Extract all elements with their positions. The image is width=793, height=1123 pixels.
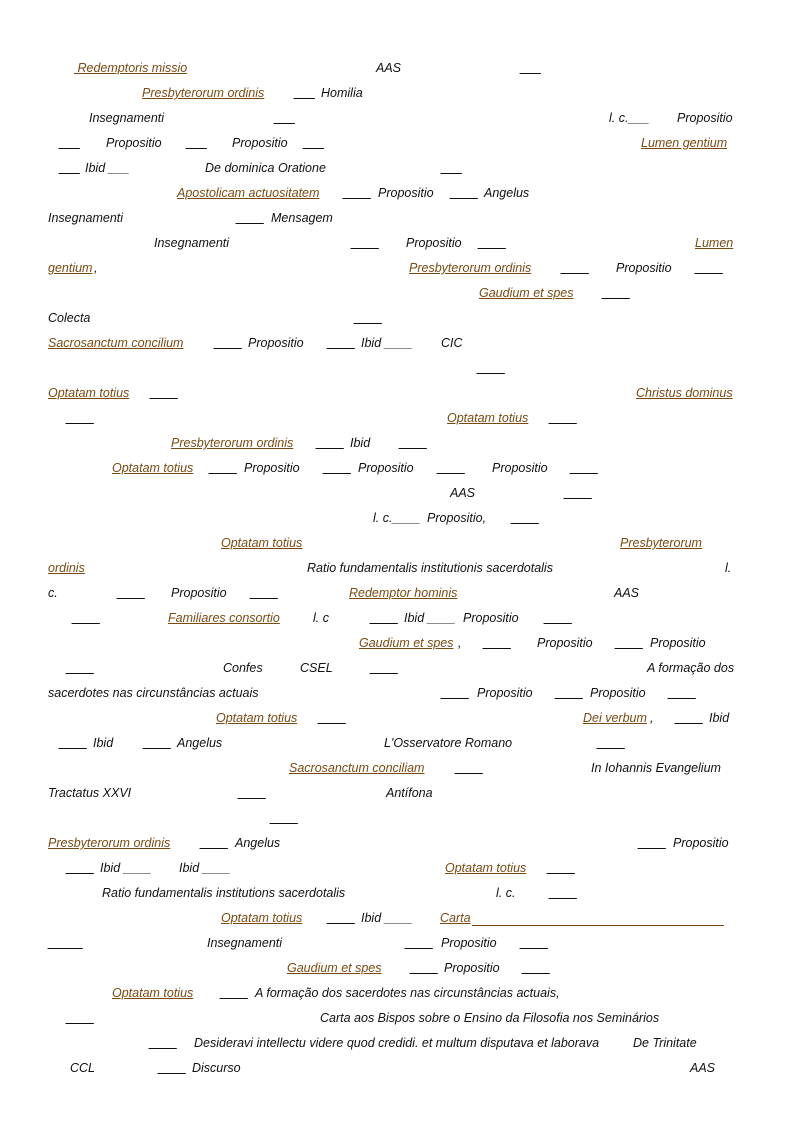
citation-link[interactable]: Gaudium et spes (287, 961, 382, 975)
blank-line: ____ (66, 861, 94, 875)
footnote-text: Propositio (650, 636, 706, 650)
footnote-text: , (650, 711, 654, 725)
blank-line: ____ (370, 611, 398, 625)
footnote-text: Propositio (378, 186, 434, 200)
footnote-text: In Iohannis Evangelium (591, 761, 721, 775)
blank-line: ____ (214, 336, 242, 350)
blank-line: ___ (186, 136, 207, 150)
footnote-text: Propositio (677, 111, 733, 125)
blank-line: ____ (437, 461, 465, 475)
citation-link[interactable]: Presbyterorum ordinis (409, 261, 532, 275)
footnote-text: Ibid ____ (361, 336, 413, 350)
footnote-text: Propositio, (427, 511, 487, 525)
citation-link[interactable]: Familiares consortio (168, 611, 280, 625)
citation-link[interactable]: Lumen (695, 236, 734, 250)
blank-line: ____ (549, 411, 577, 425)
footnote-text: Propositio (477, 686, 533, 700)
blank-line: ____ (354, 311, 382, 325)
citation-link[interactable]: Optatam totius (112, 461, 194, 475)
footnote-text: sacerdotes nas circunstâncias actuais (48, 686, 259, 700)
blank-line: ____ (66, 1011, 94, 1025)
footnote-text: AAS (690, 1061, 716, 1075)
blank-line: ____ (59, 736, 87, 750)
blank-line: ___ (59, 136, 80, 150)
blank-line: ____ (399, 436, 427, 450)
footnote-text: l. c.____ (373, 511, 421, 525)
long-underline-rule (472, 925, 724, 926)
footnote-text: Propositio (444, 961, 500, 975)
footnote-text: AAS (450, 486, 476, 500)
blank-line: ____ (511, 511, 539, 525)
footnote-text: Discurso (192, 1061, 241, 1075)
footnote-text: Carta aos Bispos sobre o Ensino da Filosofia nos Seminários (320, 1011, 660, 1025)
blank-line: ____ (520, 936, 548, 950)
footnote-text: Propositio (106, 136, 162, 150)
footnote-text: Ibid ____ (179, 861, 231, 875)
blank-line: ____ (477, 361, 505, 375)
blank-line: ____ (410, 961, 438, 975)
citation-link[interactable]: Christus dominus (636, 386, 733, 400)
footnote-text: Propositio (616, 261, 672, 275)
footnote-text: Ratio fundamentalis institutions sacerdotalis (102, 886, 346, 900)
footnote-text: De dominica Oratione (205, 161, 326, 175)
footnote-text: CCL (70, 1061, 96, 1075)
blank-line: ____ (66, 661, 94, 675)
footnote-text: Insegnamenti (154, 236, 230, 250)
blank-line: ____ (343, 186, 371, 200)
blank-line: ____ (143, 736, 171, 750)
blank-line: ____ (555, 686, 583, 700)
blank-line: ____ (483, 636, 511, 650)
blank-line: ____ (695, 261, 723, 275)
footnote-text: Propositio (232, 136, 288, 150)
blank-line: ____ (318, 711, 346, 725)
footnote-text: Angelus (484, 186, 530, 200)
blank-line: ____ (455, 761, 483, 775)
footnote-text: l. c. (496, 886, 516, 900)
footnote-text: Angelus (235, 836, 281, 850)
citation-link[interactable]: Presbyterorum (620, 536, 702, 550)
blank-line: ___ (59, 161, 80, 175)
footnote-text: l. (725, 561, 732, 575)
footnote-text: , (94, 261, 98, 275)
blank-line: ____ (200, 836, 228, 850)
blank-line: ____ (158, 1061, 186, 1075)
citation-link[interactable]: Redemptor hominis (349, 586, 458, 600)
blank-line: ____ (236, 211, 264, 225)
citation-link[interactable]: ordinis (48, 561, 85, 575)
footnote-text: AAS (614, 586, 640, 600)
blank-line: ____ (149, 1036, 177, 1050)
blank-line: ____ (441, 686, 469, 700)
footnote-text: Tractatus XXVI (48, 786, 132, 800)
footnote-text: De Trinitate (633, 1036, 697, 1050)
blank-line: ____ (638, 836, 666, 850)
citation-link[interactable]: Presbyterorum ordinis (142, 86, 265, 100)
blank-line: ____ (405, 936, 433, 950)
footnote-text: Colecta (48, 311, 91, 325)
footnote-text: AAS (376, 61, 402, 75)
footnote-text: CSEL (300, 661, 333, 675)
citation-link[interactable]: gentium (48, 261, 93, 275)
footnote-text: Insegnamenti (89, 111, 165, 125)
blank-line: ____ (72, 611, 100, 625)
blank-line: _____ (48, 936, 83, 950)
blank-line: ____ (327, 336, 355, 350)
footnote-text: Propositio (463, 611, 519, 625)
citation-link[interactable]: Gaudium et spes (359, 636, 454, 650)
citation-link[interactable]: Optatam totius (221, 536, 303, 550)
footnote-text: Propositio (590, 686, 646, 700)
blank-line: ____ (209, 461, 237, 475)
citation-link[interactable]: Sacrosanctum concilium (48, 336, 184, 350)
blank-line: ____ (615, 636, 643, 650)
blank-line: ____ (564, 486, 592, 500)
blank-line: ____ (450, 186, 478, 200)
blank-line: ____ (316, 436, 344, 450)
citation-link[interactable]: Optatam totius (216, 711, 298, 725)
citation-link[interactable]: Dei verbum (583, 711, 647, 725)
blank-line: ____ (66, 411, 94, 425)
footnote-text: Propositio (171, 586, 227, 600)
blank-line: ____ (238, 786, 266, 800)
blank-line: ____ (117, 586, 145, 600)
blank-line: ____ (351, 236, 379, 250)
footnote-text: L'Osservatore Romano (384, 736, 513, 750)
footnote-text: Propositio (358, 461, 414, 475)
blank-line: ____ (250, 586, 278, 600)
footnote-text: Ibid ____ (404, 611, 456, 625)
footnote-text: Ibid (709, 711, 730, 725)
footnote-text: A formação dos (647, 661, 735, 675)
blank-line: ____ (270, 811, 298, 825)
footnote-text: Propositio (441, 936, 497, 950)
citation-link[interactable]: Optatam totius (445, 861, 527, 875)
citation-link[interactable]: Apostolicam actuositatem (177, 186, 320, 200)
blank-line: ___ (294, 86, 315, 100)
footnote-text: Propositio (406, 236, 462, 250)
footnote-text: Homilia (321, 86, 363, 100)
blank-line: ____ (561, 261, 589, 275)
footnote-text: Ibid ____ (361, 911, 413, 925)
blank-line: ____ (597, 736, 625, 750)
footnote-text: l. c.___ (609, 111, 650, 125)
citation-link[interactable]: Presbyterorum ordinis (171, 436, 294, 450)
footnote-text: Propositio (492, 461, 548, 475)
blank-line: ____ (549, 886, 577, 900)
footnote-text: Ibid (93, 736, 114, 750)
footnote-text: Ratio fundamentalis institutionis sacerdotalis (307, 561, 553, 575)
footnote-text: Ibid (350, 436, 371, 450)
footnote-text: Propositio (248, 336, 304, 350)
footnote-text: Antífona (386, 786, 433, 800)
citation-link[interactable]: Gaudium et spes (479, 286, 574, 300)
blank-line: ____ (522, 961, 550, 975)
footnote-text: Propositio (537, 636, 593, 650)
citation-link[interactable]: Optatam totius (112, 986, 194, 1000)
footnote-text: CIC (441, 336, 463, 350)
blank-line: ____ (323, 461, 351, 475)
blank-line: ____ (547, 861, 575, 875)
blank-line: ____ (150, 386, 178, 400)
footnote-text: Ibid ___ (85, 161, 130, 175)
citation-link[interactable]: Lumen gentium (641, 136, 728, 150)
blank-line: ____ (602, 286, 630, 300)
footnote-text: , (458, 636, 462, 650)
footnote-text: Insegnamenti (48, 211, 124, 225)
citation-link[interactable]: Optatam totius (221, 911, 303, 925)
footnote-text: c. (48, 586, 58, 600)
citation-link[interactable]: Presbyterorum ordinis (48, 836, 171, 850)
blank-line: ____ (220, 986, 248, 1000)
citation-link[interactable]: Optatam totius (48, 386, 130, 400)
footnote-text: Confes (223, 661, 263, 675)
citation-link[interactable]: Sacrosanctum conciliam (289, 761, 425, 775)
footnote-text: Propositio (244, 461, 300, 475)
citation-link[interactable]: Redemptoris missio (74, 61, 188, 75)
footnote-text: Angelus (177, 736, 223, 750)
citation-link[interactable]: Carta (440, 911, 471, 925)
blank-line: ____ (675, 711, 703, 725)
blank-line: ____ (570, 461, 598, 475)
blank-line: ___ (441, 161, 462, 175)
blank-line: ____ (478, 236, 506, 250)
footnote-text: Desideravi intellectu videre quod credidi. et multum disputava et laborava (194, 1036, 600, 1050)
blank-line: ____ (668, 686, 696, 700)
footnote-text: Propositio (673, 836, 729, 850)
footnote-text: Insegnamenti (207, 936, 283, 950)
blank-line: ___ (520, 61, 541, 75)
blank-line: ____ (544, 611, 572, 625)
blank-line: ____ (327, 911, 355, 925)
blank-line: ____ (370, 661, 398, 675)
footnote-text: Ibid ____ (100, 861, 152, 875)
blank-line: ___ (303, 136, 324, 150)
blank-line: ___ (274, 111, 295, 125)
footnote-text: l. c (313, 611, 329, 625)
footnote-text: A formação dos sacerdotes nas circunstâncias actuais, (255, 986, 560, 1000)
citation-link[interactable]: Optatam totius (447, 411, 529, 425)
footnote-text: Mensagem (271, 211, 333, 225)
